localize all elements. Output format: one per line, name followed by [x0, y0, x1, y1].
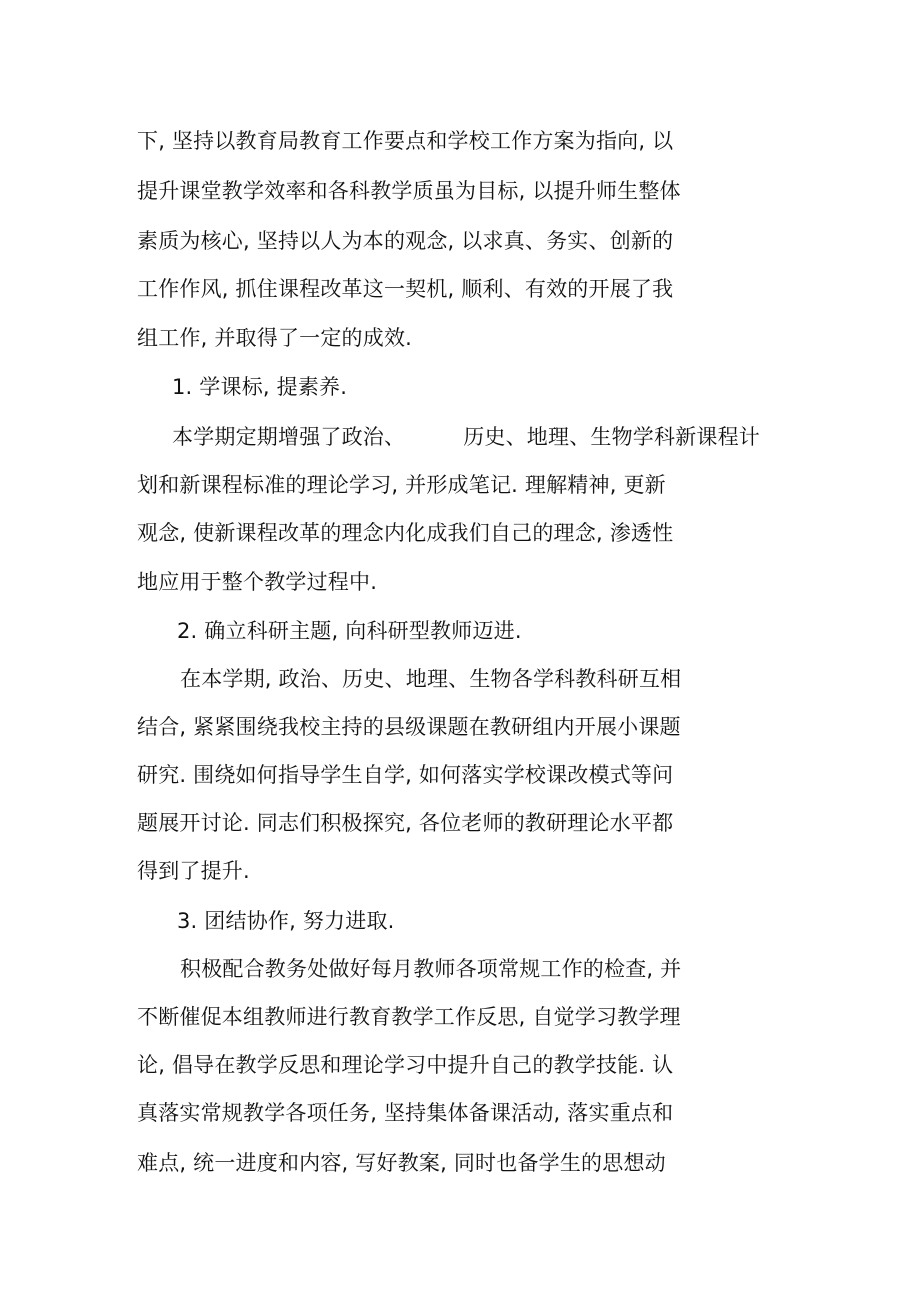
section-2-heading: 2. 确立科研主题, 向科研型教师迈进.: [177, 619, 522, 643]
section-3-line-3: 论, 倡导在教学反思和理论学习中提升自己的教学技能. 认: [137, 1053, 674, 1077]
paragraph-1-line-1: 下, 坚持以教育局教育工作要点和学校工作方案为指向, 以: [137, 129, 674, 153]
section-2-line-5: 得到了提升.: [137, 859, 250, 883]
paragraph-1-line-3: 素质为核心, 坚持以人为本的观念, 以求真、务实、创新的: [137, 229, 674, 253]
section-3-line-4: 真落实常规教学各项任务, 坚持集体备课活动, 落实重点和: [137, 1101, 674, 1125]
paragraph-1-line-5: 组工作, 并取得了一定的成效.: [137, 326, 413, 350]
section-2-line-3: 研究. 围绕如何指导学生自学, 如何落实学校课改模式等问: [137, 763, 674, 787]
section-1-line-1-part-b: 历史、地理、生物学科新课程计: [463, 425, 761, 449]
section-1-line-4: 地应用于整个教学过程中.: [137, 570, 378, 594]
section-3-line-5: 难点, 统一进度和内容, 写好教案, 同时也备学生的思想动: [137, 1151, 666, 1175]
section-2-line-4: 题展开讨论. 同志们积极探究, 各位老师的教研理论水平都: [137, 811, 674, 835]
section-1-line-1-part-a: 本学期定期增强了政治、: [172, 425, 406, 449]
paragraph-1-line-2: 提升课堂教学效率和各科教学质虽为目标, 以提升师生整体: [137, 179, 681, 203]
section-3-line-1: 积极配合教务处做好每月教师各项常规工作的检查, 并: [180, 957, 682, 981]
section-1-line-2: 划和新课程标准的理论学习, 并形成笔记. 理解精神, 更新: [137, 473, 666, 497]
section-1-line-1: [172, 424, 760, 450]
section-2-line-1: 在本学期, 政治、历史、地理、生物各学科教科研互相: [180, 667, 682, 691]
section-2-line-2: 结合, 紧紧围绕我校主持的县级课题在教研组内开展小课题: [137, 715, 681, 739]
section-3-heading: 3. 团结协作, 努力进取.: [177, 909, 395, 933]
section-3-line-2: 不断催促本组教师进行教育教学工作反思, 自觉学习教学理: [137, 1005, 681, 1029]
paragraph-1-line-4: 工作作风, 抓住课程改革这一契机, 顺利、有效的开展了我: [137, 277, 674, 301]
section-1-heading: 1. 学课标, 提素养.: [172, 375, 348, 399]
section-1-line-3: 观念, 使新课程改革的理念内化成我们自己的理念, 渗透性: [137, 521, 674, 545]
